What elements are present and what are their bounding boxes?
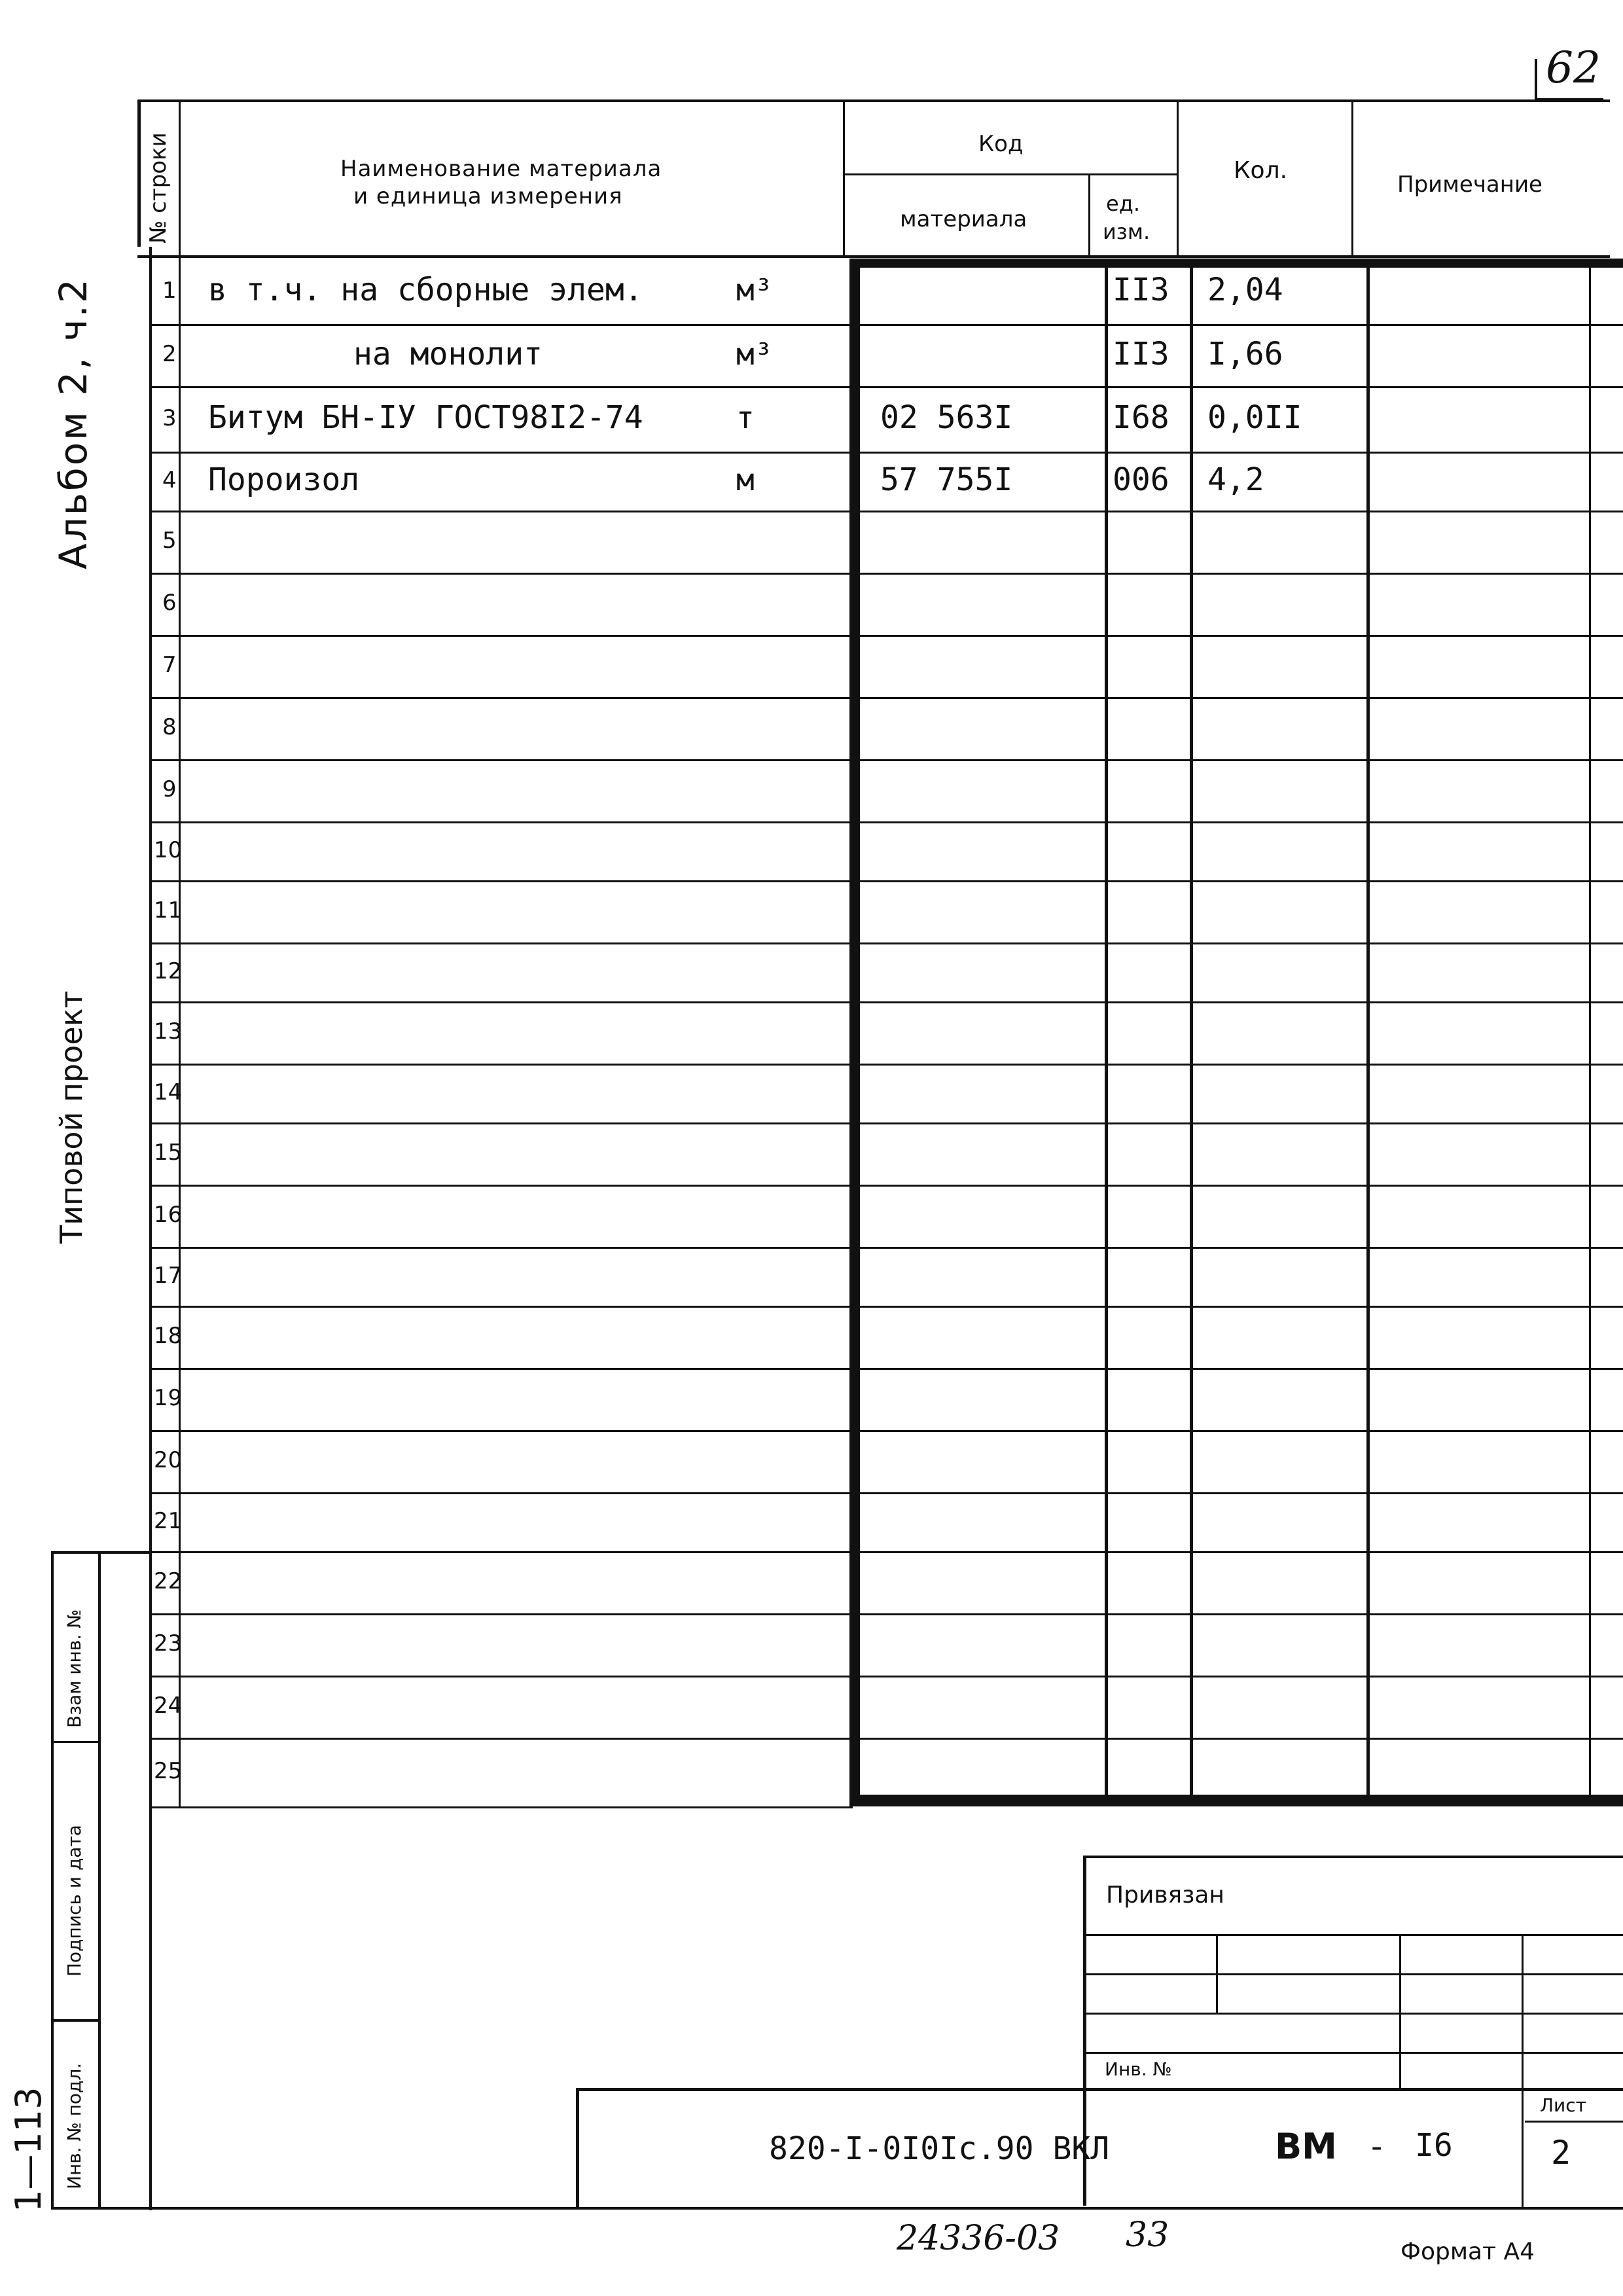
stamp-podpis-label: Подпись и дата [63, 1825, 85, 1977]
inv-no-label: Инв. № [1105, 2058, 1172, 2080]
header-name-line2: и единица измерения [353, 183, 623, 209]
header-code-material: материала [900, 206, 1027, 232]
material-code: 02 563I [880, 399, 1013, 437]
header-qty: Кол. [1234, 157, 1288, 184]
quantity: 2,04 [1207, 272, 1283, 309]
row-number: 24 [154, 1693, 183, 1719]
series-label: 1—113 [8, 2087, 49, 2212]
doc-code: 820-I-0I0Ic.90 ВКЛ [769, 2130, 1110, 2167]
table-row [149, 1122, 1623, 1185]
row-number: 5 [162, 528, 177, 554]
table-row [149, 1064, 1623, 1122]
sheet-number: 2 [1551, 2134, 1571, 2172]
row-number: 4 [162, 467, 177, 493]
material-unit: м [736, 462, 755, 498]
row-number: 3 [162, 404, 177, 431]
row-number: 21 [154, 1507, 183, 1534]
row-number: 8 [162, 714, 177, 741]
row-number: 10 [154, 836, 183, 863]
row-number: 18 [154, 1323, 183, 1350]
table-row [149, 821, 1623, 880]
row-number: 13 [154, 1018, 183, 1045]
row-number: 11 [154, 897, 183, 924]
header-code-unit-2: изм. [1103, 219, 1150, 244]
page-number: 62 [1546, 43, 1601, 93]
sheet-label: Лист [1540, 2094, 1586, 2116]
row-number: 19 [154, 1385, 183, 1412]
table-row [149, 635, 1623, 697]
material-name: Пороизол [208, 461, 360, 499]
quantity: 4,2 [1207, 461, 1264, 499]
format-label: Формат А4 [1400, 2238, 1535, 2265]
row-number: 20 [154, 1447, 183, 1474]
table-row [149, 1001, 1623, 1064]
table-row [149, 759, 1623, 821]
table-row [149, 1676, 1623, 1738]
unit-code: II3 [1113, 272, 1169, 309]
table-row [149, 697, 1623, 759]
row-number: 15 [154, 1139, 183, 1166]
row-number: 6 [162, 590, 177, 617]
header-code: Код [978, 131, 1024, 157]
row-number: 25 [154, 1758, 183, 1785]
privyazan-label: Привязан [1106, 1882, 1224, 1909]
header-name-line1: Наименование материала [340, 156, 662, 182]
row-number: 17 [154, 1262, 183, 1289]
row-number: 14 [154, 1079, 183, 1105]
doc-mark-dash: - [1371, 2128, 1383, 2165]
row-number: 9 [162, 776, 177, 803]
table-row [149, 1247, 1623, 1306]
quantity: I,66 [1207, 335, 1283, 372]
table-row [149, 1738, 1623, 1806]
header-row-no: № строки [145, 132, 171, 243]
unit-code: I68 [1113, 399, 1169, 437]
table-row [149, 1430, 1623, 1492]
row-number: 22 [154, 1568, 183, 1595]
row-number: 2 [162, 341, 177, 368]
quantity: 0,0II [1207, 399, 1302, 437]
album-label: Альбом 2, ч.2 [51, 277, 96, 569]
table-row [149, 573, 1623, 635]
material-name: в т.ч. на сборные элем. [208, 272, 643, 309]
table-row [149, 1613, 1623, 1676]
archive-page: 33 [1126, 2215, 1169, 2255]
table-row [149, 1185, 1623, 1247]
table-row [149, 942, 1623, 1001]
archive-number: 24336-03 [897, 2219, 1060, 2258]
header-note: Примечание [1397, 171, 1543, 198]
row-number: 23 [154, 1630, 183, 1657]
material-name: на монолит [353, 335, 543, 372]
material-code: 57 755I [880, 461, 1013, 499]
material-name: Битум БН-IУ ГОСТ98I2-74 [208, 399, 643, 437]
doc-mark-number: I6 [1415, 2127, 1453, 2164]
unit-code: 006 [1113, 461, 1169, 499]
header-code-unit-1: ед. [1106, 191, 1140, 216]
stamp-inv-podl-label: Инв. № подл. [63, 2062, 85, 2189]
table-row [149, 1306, 1623, 1368]
table-row [149, 511, 1623, 573]
row-number: 7 [162, 652, 177, 679]
table-row [149, 1368, 1623, 1430]
row-number: 12 [154, 958, 183, 984]
table-row [149, 1551, 1623, 1613]
row-number: 1 [162, 277, 177, 304]
unit-code: II3 [1113, 335, 1169, 372]
material-unit: м³ [736, 336, 773, 372]
table-row [149, 1492, 1623, 1551]
stamp-vzam-label: Взам инв. № [63, 1609, 85, 1728]
row-number: 16 [154, 1202, 183, 1229]
project-label: Типовой проект [54, 990, 89, 1244]
material-unit: т [736, 400, 755, 436]
doc-mark: ВМ [1275, 2126, 1337, 2167]
material-unit: м³ [736, 272, 773, 308]
table-row [149, 880, 1623, 942]
